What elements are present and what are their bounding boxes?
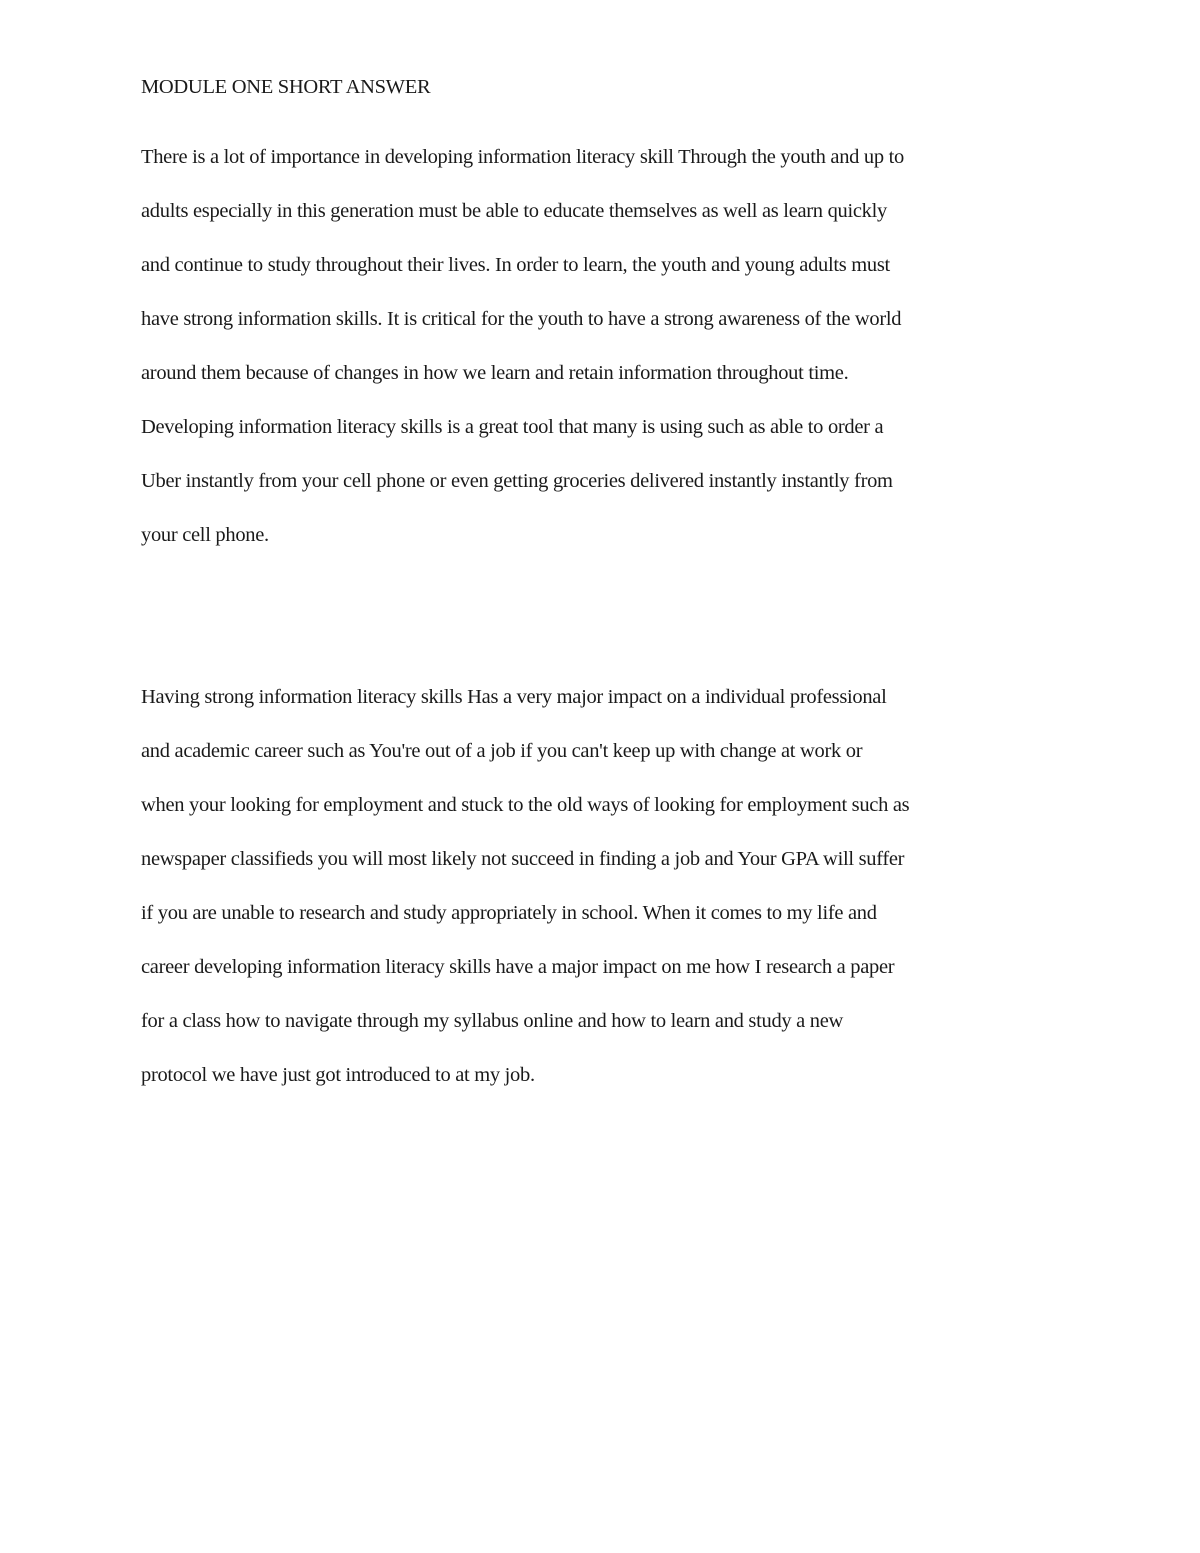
paragraph-1-line-6: Developing information literacy skills is a great tool that many is using such as able to order a (141, 416, 884, 438)
paragraph-2-line-1: Having strong information literacy skills Has a very major impact on a individual professional (141, 686, 887, 708)
paragraph-1-line-1: There is a lot of importance in developing information literacy skill Through the youth and up to (141, 146, 905, 168)
paragraph-1-line-2: adults especially in this generation must be able to educate themselves as well as learn quickly (141, 200, 887, 222)
paragraph-2-line-8: protocol we have just got introduced to at my job. (141, 1064, 535, 1086)
document-title: MODULE ONE SHORT ANSWER (141, 76, 431, 98)
paragraph-1-line-3: and continue to study throughout their lives. In order to learn, the youth and young adults must (141, 254, 890, 276)
paragraph-2-line-3: when your looking for employment and stuck to the old ways of looking for employment such as (141, 794, 910, 816)
paragraph-2-line-4: newspaper classifieds you will most likely not succeed in finding a job and Your GPA will suffer (141, 848, 905, 870)
paragraph-1-line-4: have strong information skills. It is critical for the youth to have a strong awareness of the world (141, 308, 902, 330)
paragraph-2-line-2: and academic career such as You're out of a job if you can't keep up with change at work or (141, 740, 863, 762)
paragraph-1-line-7: Uber instantly from your cell phone or even getting groceries delivered instantly instantly from (141, 470, 893, 492)
paragraph-2-line-7: for a class how to navigate through my syllabus online and how to learn and study a new (141, 1010, 844, 1032)
paragraph-2-line-5: if you are unable to research and study appropriately in school. When it comes to my life and (141, 902, 877, 924)
paragraph-2-line-6: career developing information literacy skills have a major impact on me how I research a paper (141, 956, 895, 978)
paragraph-1-line-5: around them because of changes in how we learn and retain information throughout time. (141, 362, 849, 384)
paragraph-1-line-8: your cell phone. (141, 524, 269, 546)
